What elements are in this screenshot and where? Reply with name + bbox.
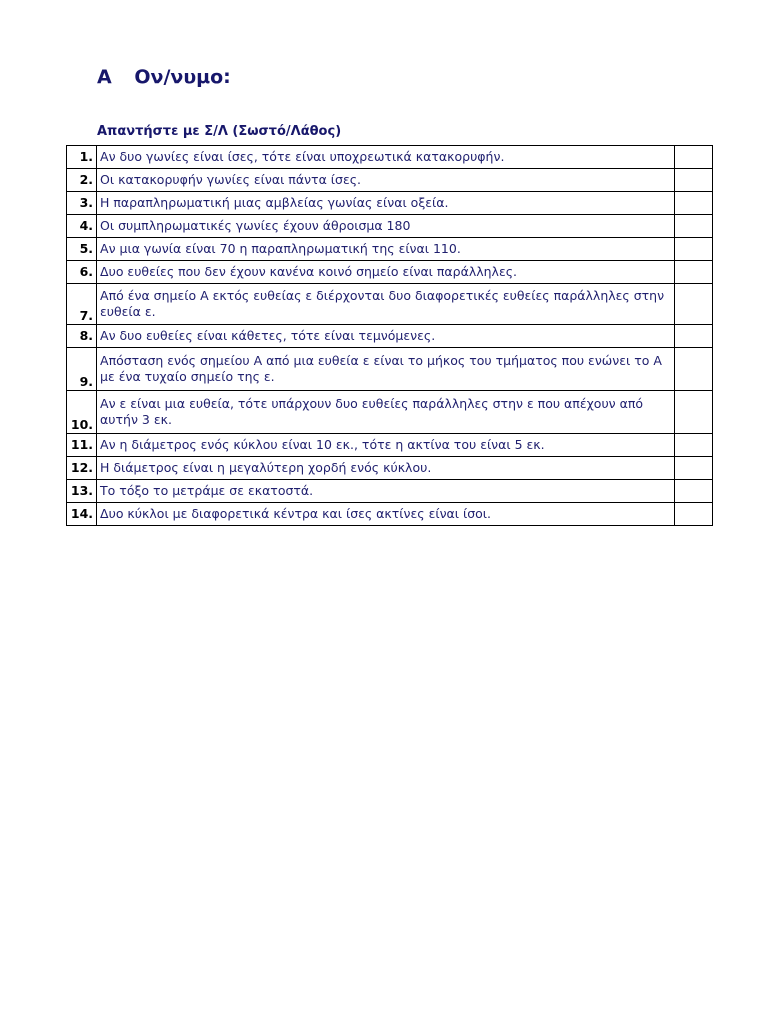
question-number: 1. bbox=[67, 146, 97, 169]
question-number: 10. bbox=[67, 391, 97, 434]
question-text: Το τόξο το μετράμε σε εκατοστά. bbox=[97, 480, 675, 503]
answer-cell[interactable] bbox=[674, 391, 712, 434]
question-text: Δυο κύκλοι με διαφορετικά κέντρα και ίσες ακτίνες είναι ίσοι. bbox=[97, 503, 675, 526]
question-text: Αν ε είναι μια ευθεία, τότε υπάρχουν δυο ευθείες παράλληλες στην ε που απέχουν από αυτήν 3 εκ. bbox=[97, 391, 675, 434]
question-text: Αν μια γωνία είναι 70 η παραπληρωματική της είναι 110. bbox=[97, 238, 675, 261]
answer-cell[interactable] bbox=[674, 434, 712, 457]
answer-cell[interactable] bbox=[674, 146, 712, 169]
answer-cell[interactable] bbox=[674, 261, 712, 284]
table-row bbox=[67, 238, 713, 261]
answer-cell[interactable] bbox=[674, 348, 712, 391]
page-title bbox=[97, 66, 231, 88]
table-row bbox=[67, 391, 713, 434]
answer-cell[interactable] bbox=[674, 192, 712, 215]
question-number: 12. bbox=[67, 457, 97, 480]
table-row bbox=[67, 261, 713, 284]
instructions: Απαντήστε με Σ/Λ (Σωστό/Λάθος) bbox=[97, 124, 342, 139]
question-number: 7. bbox=[67, 284, 97, 325]
question-number: 11. bbox=[67, 434, 97, 457]
name-label: Ον/νυμο: bbox=[134, 66, 231, 88]
question-number: 5. bbox=[67, 238, 97, 261]
question-number: 6. bbox=[67, 261, 97, 284]
question-number: 13. bbox=[67, 480, 97, 503]
question-text: Αν δυο ευθείες είναι κάθετες, τότε είναι τεμνόμενες. bbox=[97, 325, 675, 348]
table-row bbox=[67, 503, 713, 526]
question-text: Αν η διάμετρος ενός κύκλου είναι 10 εκ., τότε η ακτίνα του είναι 5 εκ. bbox=[97, 434, 675, 457]
question-number: 8. bbox=[67, 325, 97, 348]
question-text: Από ένα σημείο Α εκτός ευθείας ε διέρχονται δυο διαφορετικές ευθείες παράλληλες στην ευθεία ε. bbox=[97, 284, 675, 325]
table-row bbox=[67, 215, 713, 238]
question-number: 2. bbox=[67, 169, 97, 192]
question-text: Η διάμετρος είναι η μεγαλύτερη χορδή ενός κύκλου. bbox=[97, 457, 675, 480]
question-text: Αν δυο γωνίες είναι ίσες, τότε είναι υποχρεωτικά κατακορυφήν. bbox=[97, 146, 675, 169]
table-row bbox=[67, 325, 713, 348]
answer-cell[interactable] bbox=[674, 284, 712, 325]
question-number: 14. bbox=[67, 503, 97, 526]
answer-cell[interactable] bbox=[674, 480, 712, 503]
question-text: Οι κατακορυφήν γωνίες είναι πάντα ίσες. bbox=[97, 169, 675, 192]
question-text: Η παραπληρωματική μιας αμβλείας γωνίας είναι οξεία. bbox=[97, 192, 675, 215]
answer-cell[interactable] bbox=[674, 169, 712, 192]
answer-cell[interactable] bbox=[674, 457, 712, 480]
table-row bbox=[67, 457, 713, 480]
table-row bbox=[67, 348, 713, 391]
answer-cell[interactable] bbox=[674, 215, 712, 238]
table-row bbox=[67, 192, 713, 215]
class-letter: Α bbox=[97, 66, 112, 88]
table-row bbox=[67, 434, 713, 457]
question-text: Δυο ευθείες που δεν έχουν κανένα κοινό σημείο είναι παράλληλες. bbox=[97, 261, 675, 284]
answer-cell[interactable] bbox=[674, 238, 712, 261]
table-row bbox=[67, 169, 713, 192]
table-row bbox=[67, 480, 713, 503]
question-number: 4. bbox=[67, 215, 97, 238]
answer-cell[interactable] bbox=[674, 325, 712, 348]
table-row bbox=[67, 146, 713, 169]
table-row bbox=[67, 284, 713, 325]
question-text: Απόσταση ενός σημείου Α από μια ευθεία ε είναι το μήκος του τμήματος που ενώνει το Α με ένα τυχαίο σημείο της ε. bbox=[97, 348, 675, 391]
quiz-table bbox=[66, 145, 713, 526]
question-number: 9. bbox=[67, 348, 97, 391]
question-number: 3. bbox=[67, 192, 97, 215]
question-text: Οι συμπληρωματικές γωνίες έχουν άθροισμα 180 bbox=[97, 215, 675, 238]
answer-cell[interactable] bbox=[674, 503, 712, 526]
